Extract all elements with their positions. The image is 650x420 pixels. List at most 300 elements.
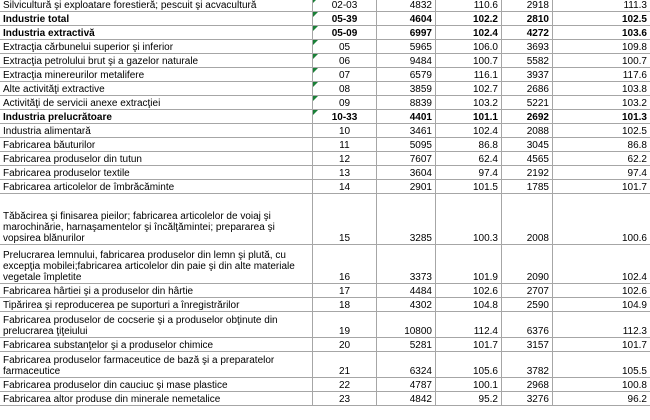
caen-code-cell-text: 09 [338,98,351,109]
value-cell-2-text: 4272 [526,28,549,39]
value-cell-1[interactable] [377,68,436,82]
table-row [0,124,650,138]
activity-name-cell[interactable] [0,152,313,166]
activity-name-cell-text: Industrie total [3,14,70,25]
table-row [0,338,650,352]
caen-code-cell[interactable] [313,392,377,406]
index-cell-2[interactable] [553,138,650,152]
value-cell-2[interactable] [502,68,553,82]
value-cell-2-text: 2810 [526,14,549,25]
index-cell-1-text: 100.7 [472,56,498,67]
caen-code-cell[interactable] [313,166,377,180]
value-cell-2[interactable] [502,152,553,166]
index-cell-1-text: 97.4 [478,168,498,179]
value-cell-2[interactable] [502,26,553,40]
value-cell-1[interactable] [377,82,436,96]
cell-comment-marker-icon [313,40,318,45]
activity-name-cell-text: Prelucrarea lemnului, fabricarea produselor din lemn şi plută, cu excepţia mobilei;fabricarea articolelor din paie şi din alte materiale vegetale împletite [3,250,295,283]
cell-comment-marker-icon [313,12,318,17]
value-cell-1-text: 4842 [409,394,432,405]
value-cell-2[interactable] [502,12,553,26]
cell-comment-marker-icon [313,110,318,115]
value-cell-1[interactable] [377,12,436,26]
index-cell-2[interactable] [553,110,650,124]
index-cell-1[interactable] [436,0,502,12]
activity-name-cell[interactable] [0,245,313,284]
index-cell-1[interactable] [436,352,502,378]
caen-code-cell-text: 05 [338,42,351,53]
value-cell-2-text: 3782 [526,366,549,377]
activity-name-cell[interactable] [0,180,313,194]
index-cell-2-text: 97.4 [627,168,647,179]
cell-comment-marker-icon [313,96,318,101]
caen-code-cell-text: 20 [338,340,351,351]
value-cell-1-text: 2901 [409,182,432,193]
index-cell-2-text: 101.3 [621,112,647,123]
index-cell-1-text: 112.4 [473,326,498,337]
index-cell-1-text: 105.6 [472,366,498,377]
value-cell-2[interactable] [502,180,553,194]
value-cell-2-text: 2008 [526,233,549,244]
value-cell-1-text: 7607 [409,154,432,165]
caen-code-cell-text: 12 [338,154,351,165]
index-cell-2[interactable] [553,82,650,96]
index-cell-1-text: 101.7 [472,340,498,351]
cell-comment-marker-icon [313,54,318,59]
index-cell-2-text: 102.5 [621,126,647,137]
value-cell-2-text: 2692 [526,112,549,123]
activity-name-cell[interactable] [0,12,313,26]
index-cell-2-text: 102.6 [621,286,647,297]
index-cell-2-text: 86.8 [627,140,647,151]
activity-name-cell[interactable] [0,392,313,406]
index-cell-1[interactable] [436,312,502,338]
value-cell-2[interactable] [502,54,553,68]
table-row [0,54,650,68]
index-cell-2-text: 102.5 [621,14,647,25]
value-cell-2-text: 2686 [526,84,549,95]
value-cell-1[interactable] [377,54,436,68]
index-cell-1[interactable] [436,194,502,245]
value-cell-1[interactable] [377,392,436,406]
activity-name-cell-text: Industria alimentară [3,126,91,137]
value-cell-1[interactable] [377,96,436,110]
value-cell-2-text: 3045 [526,140,549,151]
value-cell-2-text: 5582 [526,56,549,67]
caen-code-cell-text: 02-03 [331,0,358,11]
value-cell-2[interactable] [502,338,553,352]
activity-name-cell[interactable] [0,312,313,338]
index-cell-2[interactable] [553,338,650,352]
activity-name-cell-text: Fabricarea altor produse din minerale nemetalice [3,394,221,405]
value-cell-2-text: 2918 [526,0,549,11]
activity-name-cell-text: Extracţia cărbunelui superior şi inferior [3,42,174,53]
value-cell-1[interactable] [377,110,436,124]
value-cell-2[interactable] [502,110,553,124]
value-cell-1-text: 5281 [409,340,432,351]
index-cell-2-text: 96.2 [627,394,647,405]
caen-code-cell-text: 08 [338,84,351,95]
caen-code-cell-text: 22 [338,380,351,391]
caen-code-cell[interactable] [313,110,377,124]
index-cell-1[interactable] [436,392,502,406]
index-cell-1-text: 106.0 [472,42,498,53]
value-cell-2-text: 4565 [526,154,549,165]
index-cell-1[interactable] [436,298,502,312]
value-cell-1[interactable] [377,245,436,284]
value-cell-2[interactable] [502,166,553,180]
index-cell-1-text: 110.6 [473,0,498,11]
activity-name-cell[interactable] [0,194,313,245]
value-cell-1-text: 5095 [409,140,432,151]
index-cell-1-text: 102.2 [472,14,498,25]
activity-name-cell[interactable] [0,68,313,82]
value-cell-1[interactable] [377,138,436,152]
activity-name-cell[interactable] [0,96,313,110]
index-cell-1[interactable] [436,245,502,284]
index-cell-1-text: 102.7 [472,84,498,95]
caen-code-cell-text: 21 [338,366,351,377]
value-cell-2[interactable] [502,284,553,298]
table-row [0,0,650,12]
caen-code-cell[interactable] [313,124,377,138]
table-row [0,378,650,392]
index-cell-2-text: 103.8 [621,84,647,95]
index-cell-1-text: 101.1 [472,112,498,123]
table-row [0,298,650,312]
value-cell-2[interactable] [502,352,553,378]
table-row [0,392,650,406]
value-cell-2[interactable] [502,298,553,312]
index-cell-2[interactable] [553,96,650,110]
value-cell-1[interactable] [377,284,436,298]
caen-code-cell-text: 15 [338,233,351,244]
table-row [0,245,650,284]
index-cell-2[interactable] [553,68,650,82]
value-cell-1[interactable] [377,26,436,40]
index-cell-2[interactable] [553,166,650,180]
index-cell-2-text: 109.8 [621,42,647,53]
value-cell-2[interactable] [502,124,553,138]
caen-code-cell[interactable] [313,0,377,12]
caen-code-cell[interactable] [313,245,377,284]
activity-name-cell[interactable] [0,298,313,312]
caen-code-cell[interactable] [313,352,377,378]
index-cell-2-text: 103.2 [621,98,647,109]
value-cell-1[interactable] [377,338,436,352]
caen-code-cell[interactable] [313,284,377,298]
caen-code-cell-text: 05-09 [331,28,358,39]
table-row [0,180,650,194]
index-cell-1-text: 103.2 [472,98,498,109]
value-cell-2-text: 3157 [526,340,549,351]
value-cell-2-text: 2088 [526,126,549,137]
activity-name-cell[interactable] [0,138,313,152]
value-cell-2-text: 2590 [526,300,549,311]
caen-code-cell[interactable] [313,298,377,312]
value-cell-1[interactable] [377,124,436,138]
index-cell-1[interactable] [436,152,502,166]
index-cell-2-text: 101.7 [621,182,647,193]
index-cell-1[interactable] [436,26,502,40]
value-cell-1-text: 3373 [409,272,432,283]
value-cell-2[interactable] [502,312,553,338]
value-cell-2[interactable] [502,138,553,152]
activity-name-cell[interactable] [0,378,313,392]
caen-code-cell-text: 16 [338,272,351,283]
index-cell-1-text: 104.8 [472,300,498,311]
caen-code-cell-text: 18 [338,300,351,311]
caen-code-cell[interactable] [313,194,377,245]
activity-name-cell-text: Fabricarea produselor din tutun [3,154,142,165]
index-cell-2[interactable] [553,298,650,312]
index-cell-2[interactable] [553,0,650,12]
index-cell-2[interactable] [553,12,650,26]
caen-code-cell-text: 14 [338,182,351,193]
activity-name-cell-text: Industria prelucrătoare [3,112,112,123]
value-cell-1-text: 6579 [409,70,432,81]
caen-code-cell-text: 17 [338,286,351,297]
caen-code-cell-text: 05-39 [331,14,358,25]
index-cell-2[interactable] [553,284,650,298]
index-cell-2[interactable] [553,194,650,245]
index-cell-2[interactable] [553,54,650,68]
index-cell-1-text: 95.2 [478,394,498,405]
index-cell-1-text: 116.1 [473,70,498,81]
index-cell-1-text: 102.4 [472,126,498,137]
value-cell-1-text: 6997 [409,28,432,39]
caen-code-cell-text: 11 [339,140,350,151]
index-cell-1[interactable] [436,68,502,82]
value-cell-2[interactable] [502,0,553,12]
index-cell-2-text: 100.7 [621,56,647,67]
caen-code-cell[interactable] [313,96,377,110]
value-cell-1-text: 4787 [409,380,432,391]
value-cell-1[interactable] [377,40,436,54]
activity-name-cell[interactable] [0,110,313,124]
table-row [0,352,650,378]
activity-name-cell-text: Extracţia minereurilor metalifere [3,70,145,81]
table-row [0,82,650,96]
table-row [0,26,650,40]
activity-name-cell-text: Fabricarea hârtiei şi a produselor din hârtie [3,286,194,297]
activity-name-cell-text: Silvicultură şi exploatare forestieră; pescuit şi acvacultură [3,0,257,11]
index-cell-2[interactable] [553,26,650,40]
activity-name-cell-text: Fabricarea produselor de cocserie şi a produselor obţinute din prelucrarea ţiţeiului [3,315,278,337]
value-cell-2[interactable] [502,40,553,54]
index-cell-2-text: 62.2 [627,154,647,165]
value-cell-2-text: 2707 [526,286,549,297]
activity-name-cell[interactable] [0,352,313,378]
value-cell-1-text: 4604 [409,14,432,25]
index-cell-1[interactable] [436,124,502,138]
activity-name-cell[interactable] [0,284,313,298]
value-cell-2-text: 6376 [526,326,549,337]
caen-code-cell[interactable] [313,68,377,82]
index-cell-2-text: 104.9 [621,300,647,311]
caen-code-cell-text: 10-33 [331,112,358,123]
table-row [0,194,650,245]
activity-name-cell[interactable] [0,26,313,40]
caen-code-cell[interactable] [313,378,377,392]
caen-code-cell[interactable] [313,338,377,352]
index-cell-2[interactable] [553,245,650,284]
value-cell-1-text: 4832 [409,0,432,11]
index-cell-1[interactable] [436,138,502,152]
activity-name-cell-text: Fabricarea băuturilor [3,140,96,151]
index-cell-2-text: 100.6 [621,233,647,244]
index-cell-1-text: 100.1 [472,380,498,391]
index-cell-2-text: 105.5 [621,366,647,377]
value-cell-1[interactable] [377,352,436,378]
index-cell-2[interactable] [553,312,650,338]
value-cell-2[interactable] [502,82,553,96]
value-cell-1-text: 3604 [409,168,432,179]
caen-code-cell-text: 10 [338,126,351,137]
activity-name-cell[interactable] [0,166,313,180]
index-cell-1[interactable] [436,284,502,298]
index-cell-1-text: 62.4 [478,154,498,165]
value-cell-1-text: 6324 [409,366,432,377]
activity-name-cell-text: Activităţi de servicii anexe extracţiei [3,98,161,109]
caen-code-cell[interactable] [313,180,377,194]
value-cell-1-text: 5965 [409,42,432,53]
value-cell-1[interactable] [377,194,436,245]
index-cell-1[interactable] [436,110,502,124]
activity-name-cell[interactable] [0,82,313,96]
index-cell-2-text: 102.4 [621,272,647,283]
index-cell-2[interactable] [553,124,650,138]
table-row [0,152,650,166]
value-cell-2-text: 1785 [526,182,549,193]
index-cell-1[interactable] [436,12,502,26]
table-row [0,138,650,152]
value-cell-1[interactable] [377,312,436,338]
index-cell-2-text: 111.3 [623,0,647,11]
activity-name-cell-text: Tipărirea şi reproducerea pe suporturi a înregistrărilor [3,300,240,311]
activity-name-cell-text: Alte activităţi extractive [3,84,105,95]
index-cell-2-text: 101.7 [621,340,647,351]
value-cell-2-text: 5221 [526,98,549,109]
value-cell-1-text: 3461 [409,126,432,137]
cell-comment-marker-icon [313,0,318,3]
cell-comment-marker-icon [313,26,318,31]
caen-code-cell-text: 07 [338,70,351,81]
index-cell-2[interactable] [553,180,650,194]
index-cell-2-text: 103.6 [621,28,647,39]
value-cell-2-text: 2968 [526,380,549,391]
index-cell-1-text: 102.4 [472,28,498,39]
table-row [0,166,650,180]
value-cell-1[interactable] [377,180,436,194]
index-cell-1[interactable] [436,166,502,180]
activity-name-cell[interactable] [0,338,313,352]
activity-name-cell[interactable] [0,0,313,12]
cell-comment-marker-icon [313,82,318,87]
caen-code-cell[interactable] [313,82,377,96]
activity-name-cell[interactable] [0,124,313,138]
table-row [0,312,650,338]
value-cell-1[interactable] [377,166,436,180]
value-cell-1[interactable] [377,0,436,12]
caen-code-cell[interactable] [313,312,377,338]
index-cell-2[interactable] [553,40,650,54]
value-cell-2-text: 3693 [526,42,549,53]
index-cell-1[interactable] [436,338,502,352]
activity-name-cell-text: Fabricarea articolelor de îmbrăcăminte [3,182,175,193]
activity-name-cell-text: Fabricarea substanţelor şi a produselor chimice [3,340,214,351]
index-cell-1[interactable] [436,40,502,54]
caen-code-cell[interactable] [313,26,377,40]
index-cell-2[interactable] [553,152,650,166]
table-row [0,12,650,26]
caen-code-cell[interactable] [313,54,377,68]
activity-name-cell-text: Tăbăcirea şi finisarea pieilor; fabricarea articolelor de voiaj şi marochinărie, harnaşamentelor şi încălţămintei; prepararea şi vopsirea blănurilor [3,211,275,244]
value-cell-2-text: 3276 [526,394,549,405]
cell-comment-marker-icon [313,68,318,73]
value-cell-1[interactable] [377,298,436,312]
index-cell-1-text: 101.5 [472,182,498,193]
index-cell-2[interactable] [553,378,650,392]
table-row [0,96,650,110]
value-cell-2[interactable] [502,378,553,392]
value-cell-1-text: 4401 [409,112,432,123]
activity-name-cell-text: Fabricarea produselor farmaceutice de bază şi a preparatelor farmaceutice [3,355,275,377]
value-cell-1-text: 10800 [404,326,432,337]
value-cell-1-text: 4484 [409,286,432,297]
caen-code-cell-text: 06 [338,56,351,67]
index-cell-2-text: 100.8 [621,380,647,391]
activity-name-cell[interactable] [0,54,313,68]
caen-code-cell[interactable] [313,152,377,166]
value-cell-1-text: 3859 [409,84,432,95]
value-cell-2-text: 2192 [526,168,549,179]
value-cell-1-text: 8839 [409,98,432,109]
index-cell-2-text: 112.3 [622,326,647,337]
value-cell-1-text: 3285 [409,233,432,244]
index-cell-1[interactable] [436,378,502,392]
activity-name-cell-text: Fabricarea produselor textile [3,168,130,179]
caen-code-cell-text: 13 [338,168,351,179]
index-cell-2[interactable] [553,352,650,378]
index-cell-1[interactable] [436,54,502,68]
index-cell-1-text: 102.6 [472,286,498,297]
caen-code-cell[interactable] [313,138,377,152]
caen-code-cell[interactable] [313,12,377,26]
index-cell-1[interactable] [436,180,502,194]
value-cell-2[interactable] [502,194,553,245]
value-cell-1[interactable] [377,152,436,166]
table-row [0,40,650,54]
activity-name-cell-text: Industria extractivă [3,28,95,39]
table-row [0,110,650,124]
caen-code-cell[interactable] [313,40,377,54]
value-cell-1[interactable] [377,378,436,392]
index-cell-1[interactable] [436,82,502,96]
activity-name-cell[interactable] [0,40,313,54]
value-cell-2[interactable] [502,392,553,406]
index-cell-2[interactable] [553,392,650,406]
value-cell-2[interactable] [502,245,553,284]
activity-name-cell-text: Fabricarea produselor din cauciuc şi mase plastice [3,380,228,391]
table-row [0,68,650,82]
index-cell-1-text: 100.3 [472,233,498,244]
index-cell-1-text: 101.9 [472,272,498,283]
activity-name-cell-text: Extracţia petrolului brut şi a gazelor naturale [3,56,199,67]
value-cell-2[interactable] [502,96,553,110]
value-cell-1-text: 9484 [409,56,432,67]
index-cell-1[interactable] [436,96,502,110]
